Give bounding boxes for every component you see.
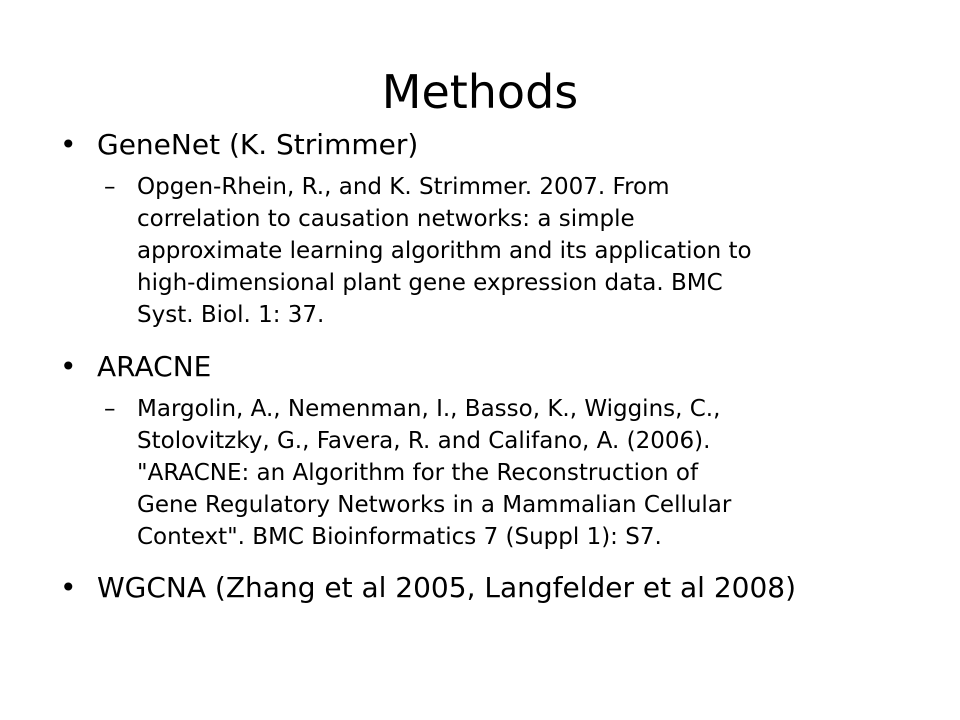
bullet-icon: • [60, 350, 77, 383]
slide-title: Methods [381, 65, 579, 119]
dash-icon: – [104, 396, 116, 422]
reference-line: Opgen-Rhein, R., and K. Strimmer. 2007. From [137, 174, 670, 200]
reference-line: high-dimensional plant gene expression data. BMC [137, 270, 723, 296]
reference-genenet [137, 171, 897, 331]
reference-line: Gene Regulatory Networks in a Mammalian Cellular [137, 492, 732, 518]
bullet-item-genenet: GeneNet (K. Strimmer) [97, 128, 419, 161]
bullet-item-aracne: ARACNE [97, 350, 212, 383]
bullet-icon: • [60, 571, 77, 604]
dash-icon: – [104, 174, 116, 200]
reference-line: Margolin, A., Nemenman, I., Basso, K., Wiggins, C., [137, 396, 721, 422]
reference-line: Stolovitzky, G., Favera, R. and Califano, A. (2006). [137, 428, 711, 454]
reference-line: Syst. Biol. 1: 37. [137, 302, 325, 328]
bullet-item-wgcna: WGCNA (Zhang et al 2005, Langfelder et al 2008) [97, 571, 797, 604]
reference-aracne [137, 393, 897, 553]
reference-line: correlation to causation networks: a simple [137, 206, 635, 232]
bullet-icon: • [60, 128, 77, 161]
reference-line: approximate learning algorithm and its application to [137, 238, 752, 264]
reference-line: "ARACNE: an Algorithm for the Reconstruction of [137, 460, 699, 486]
reference-line: Context". BMC Bioinformatics 7 (Suppl 1): S7. [137, 524, 662, 550]
